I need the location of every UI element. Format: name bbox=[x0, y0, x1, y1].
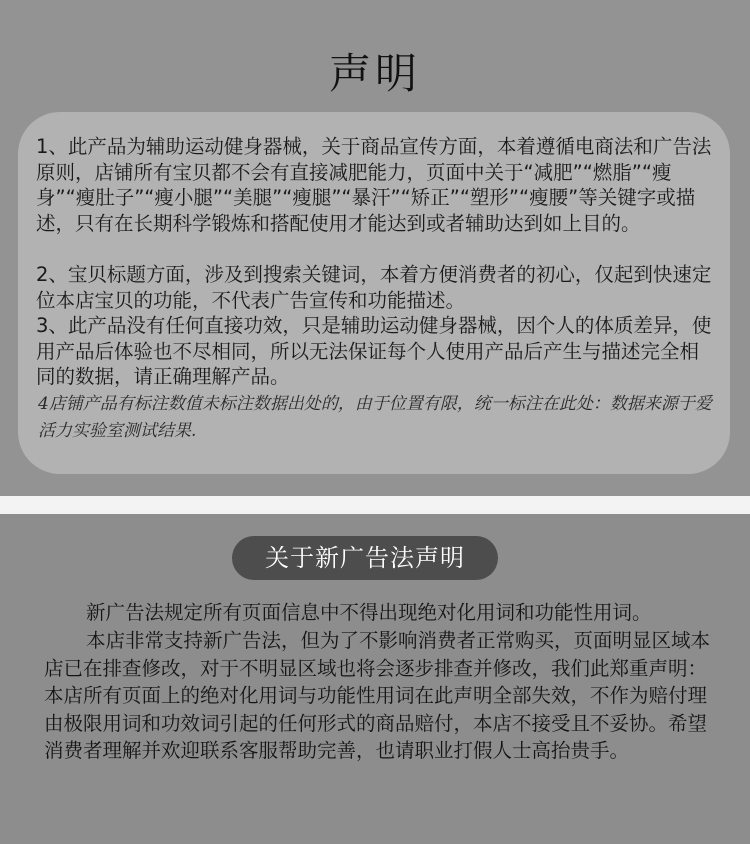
ad-law-title-badge: 关于新广告法声明 bbox=[232, 536, 498, 580]
section-divider bbox=[0, 496, 750, 514]
disclaimer-title: 声明 bbox=[328, 49, 421, 98]
disclaimer-paragraph-4: 4店铺产品有标注数值未标注数据出处的，由于位置有限，统一标注在此处：数据来源于爱活力实验室测试结果. bbox=[38, 394, 712, 441]
ad-law-paragraph-1: 新广告法规定所有页面信息中不得出现绝对化用词和功能性用词。 bbox=[86, 601, 652, 624]
ad-law-paragraph-2: 本店非常支持新广告法，但为了不影响消费者正常购买，页面明显区域本店已在排查修改，对于不明显区域也将会逐步排查并修改，我们此郑重声明：本店所有页面上的绝对化用词与功能性用词在此声明全部失效，不作为赔付理由极限用词和功效词引起的任何形式的商品赔付，本店不接受且不妥协。希望消费者理解并欢迎联系客服帮助完善，也请职业打假人士高抬贵手。 bbox=[44, 629, 711, 762]
disclaimer-paragraph-2: 2、宝贝标题方面，涉及到搜索关键词，本着方便消费者的初心，仅起到快速定位本店宝贝的功能，不代表广告宣传和功能描述。 bbox=[36, 263, 712, 312]
disclaimer-paragraph-3: 3、此产品没有任何直接功效，只是辅助运动健身器械，因个人的体质差异，使用产品后体验也不尽相同，所以无法保证每个人使用产品后产生与描述完全相同的数据，请正确理解产品。 bbox=[36, 314, 712, 388]
disclaimer-paragraph-1: 1、此产品为辅助运动健身器械，关于商品宣传方面，本着遵循电商法和广告法原则，店铺所有宝贝都不会有直接减肥能力，页面中关于“减肥”“燃脂”“瘦身”“瘦肚子”“瘦小腿”“美腿”“瘦腿”“暴汗”“矫正”“塑形”“瘦腰”等关键字或描述，只有在长期科学锻炼和搭配使用才能达到或者辅助达到如上目的。 bbox=[36, 135, 712, 235]
